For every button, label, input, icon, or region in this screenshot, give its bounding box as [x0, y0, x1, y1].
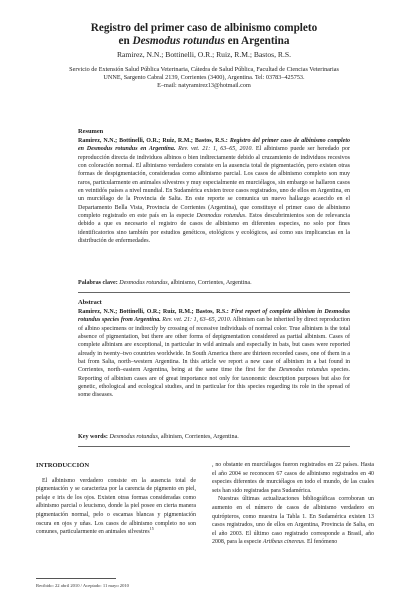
resumen-body: Ramirez, N.N.; Bottinelli, O.R.; Ruiz, R.M.; Bastos, R.S.: Registro del primer caso de albinismo completo en Desmodus rotundus en Argentina. Rev. vet. 21: 1, 63–65, 2010. El albinismo puede ser heredado por reproducción directa de individuos albinos o bien indirectamente debido al cruzamiento de individuos recesivos con coloración normal. El albinismo verdadero consiste en la ausencia total de pigmentación, pero existen otras formas de despigmentación, consideradas como albinismo parcial. Los casos de albinismo completo son muy raros, particularmente en animales silvestres y muy especialmente en murciélagos, sin embargo se hallaron casos en veintidós países a nivel mundial. En Sudamérica existen trece casos registrados, uno de ellos en Argentina, en un murciélago de la Provincia de Salta. En este reporte se comunica un nuevo hallazgo acaecido en el Departamento Bella Vista, Provincia de Corrientes (Argentina), que constituye el primer caso de albinismo completo registrado en este país en la especie Desmodus rotundus. Estos descubrimientos son de relevancia debido a que es necesario el registro de casos de albinismo en diferentes especies, no solo por fines identificatorios sino también por estudios genéticos, etológicos y ecológicos, así como sus implicancias en la distribución de enfermedades. [78, 138, 351, 245]
divider-2 [78, 446, 350, 447]
intro-paragraph-2: , no obstante en murciélagos fueron registrados en 22 países. Hasta el año 2004 se reconocen 67 casos de albinismo registrados en 40 especies diferentes de murciélagos en todo el mundo, de las cuales seis han sido registradas para Sudamérica. [212, 462, 374, 494]
abstract-heading: Abstract [78, 299, 102, 306]
title-line-2: en Desmodus rotundus en Argentina [118, 35, 290, 47]
intro-right-column [212, 461, 374, 589]
resumen-heading: Resumen [78, 128, 104, 135]
divider [78, 292, 350, 293]
title-line-1: Registro del primer caso de albinismo completo [90, 22, 318, 34]
affiliation-email: E–mail: natyramirez13@hotmail.com [157, 82, 251, 89]
affiliation-line-2: UNNE, Sargento Cabral 2139, Corrientes (3400), Argentina. Tel: 03783–425753. [103, 74, 305, 81]
affiliation [48, 66, 360, 90]
paper-title [40, 22, 368, 48]
intro-paragraph-1: El albinismo verdadero consiste en la ausencia total de pigmentación y se caracteriza por la carencia de pigmento en piel, pelaje e iris de los ojos. Existen otras formas consideradas como albinismo parcial o leucismo, donde la piel posee en cierta manera pigmentación normal, pelo o escamas blancas y pigmentación oscura en ojos y uñas. Los casos de albinismo completo no son comunes, particularmente en animales silvestres$^{15}$ [36, 477, 196, 536]
received-accepted-dates: Recibido: 22 abril 2010 / Aceptado: 11 mayo 2010 [36, 583, 129, 588]
footer-rule [36, 578, 116, 579]
palabras-clave: Palabras clave: Desmodus rotundus, albinismo, Corrientes, Argentina. [78, 280, 252, 286]
intro-heading: INTRODUCCIÓN [36, 462, 90, 469]
key-words: Key words: Desmodus rotundus, albinism, Corrientes, Argentina. [78, 434, 239, 440]
intro-paragraph-3: Nuestras últimas actualizaciones bibliográficas corroboran un aumento en el número de casos de albinismo verdadero en quirópteros, como muestra la Tabla 1. En Sudamérica existen 13 casos registrados, uno de ellos en Argentina, Provincia de Salta, en el año 2003. El último caso registrado corresponde a Brasil, año 2008, para la especie Artibeus cinereus. El fenómeno [212, 496, 374, 546]
affiliation-line-1: Servicio de Extensión Salud Pública Veterinaria, Cátedra de Salud Pública, Facultad de Ciencias Veterinarias [69, 66, 339, 73]
abstract-body: Ramirez, N.N.; Bottinelli, O.R.; Ruiz, R.M.; Bastos, R.S.: First report of complete albinism in Desmodus rotundus species from Argentina. Rev. vet. 21: 1, 63–65, 2010. Albinism can be inherited by direct reproduction of albino specimens or indirectly by crossing of recessive individuals of normal color. True albinism is the total absence of pigmentation, but there are other forms of depigmentation considered as partial albinism. Cases of complete albinism are exceptional, in particular in wild animals and especially in bats, but cases were reported already in twenty–two countries worldwide. In South America there are thirteen recorded cases, one of them in a bat from Salta, north–western Argentina. In this article we report a new case of albinism in a bat found in Corrientes, north–eastern Argentina, being at the same time the first for the Desmodus rotundus species. Reporting of albinism cases are of great importance not only for taxonomic description purposes but also for genetic, ethological and ecological studies, and in particular for this species regarding its role in the spread of some diseases. [78, 309, 350, 399]
intro-left-column [36, 462, 196, 574]
author-list: Ramirez, N.N.; Bottinelli, O.R.; Ruiz, R.M.; Bastos, R.S. [116, 50, 292, 59]
